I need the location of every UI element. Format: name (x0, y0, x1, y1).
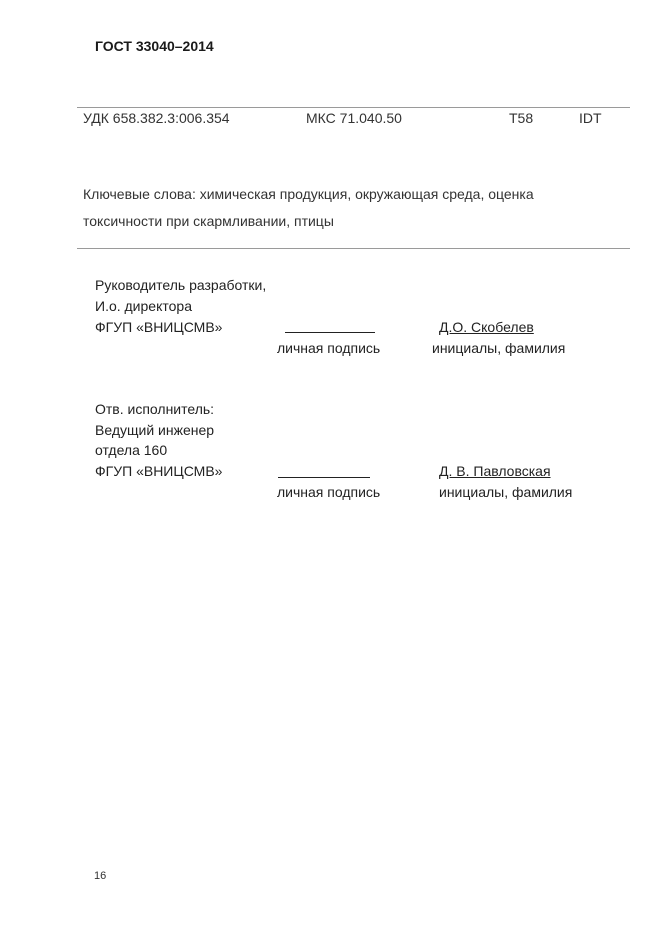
keywords-line-2: токсичности при скармливании, птицы (83, 213, 334, 229)
page-number: 16 (94, 870, 107, 882)
signatory-organization: ФГУП «ВНИЦСМВ» (95, 319, 223, 335)
signature-caption: личная подпись (277, 484, 381, 500)
harmonization-degree: IDT (579, 110, 602, 126)
signatory-role-line: Ведущий инженер (95, 422, 215, 438)
name-caption: инициалы, фамилия (432, 340, 566, 356)
bottom-divider (77, 248, 630, 249)
signatory-name: Д.О. Скобелев (439, 319, 534, 335)
top-divider (77, 107, 630, 108)
signature-line (278, 477, 370, 478)
signatory-role-line: Отв. исполнитель: (95, 401, 215, 417)
group-code: Т58 (509, 110, 534, 126)
signatory-role-line: отдела 160 (95, 442, 168, 458)
signature-caption: личная подпись (277, 340, 381, 356)
signature-line (285, 332, 375, 333)
signatory-role-line: Руководитель разработки, (95, 277, 267, 293)
mks-code: МКС 71.040.50 (306, 110, 402, 126)
standard-title: ГОСТ 33040–2014 (95, 38, 214, 54)
signatory-role-line: И.о. директора (95, 298, 192, 314)
udk-code: УДК 658.382.3:006.354 (83, 110, 230, 126)
keywords-line-1: Ключевые слова: химическая продукция, окружающая среда, оценка (83, 186, 534, 202)
name-caption: инициалы, фамилия (439, 484, 573, 500)
signatory-name: Д. В. Павловская (439, 463, 551, 479)
signatory-organization: ФГУП «ВНИЦСМВ» (95, 463, 223, 479)
